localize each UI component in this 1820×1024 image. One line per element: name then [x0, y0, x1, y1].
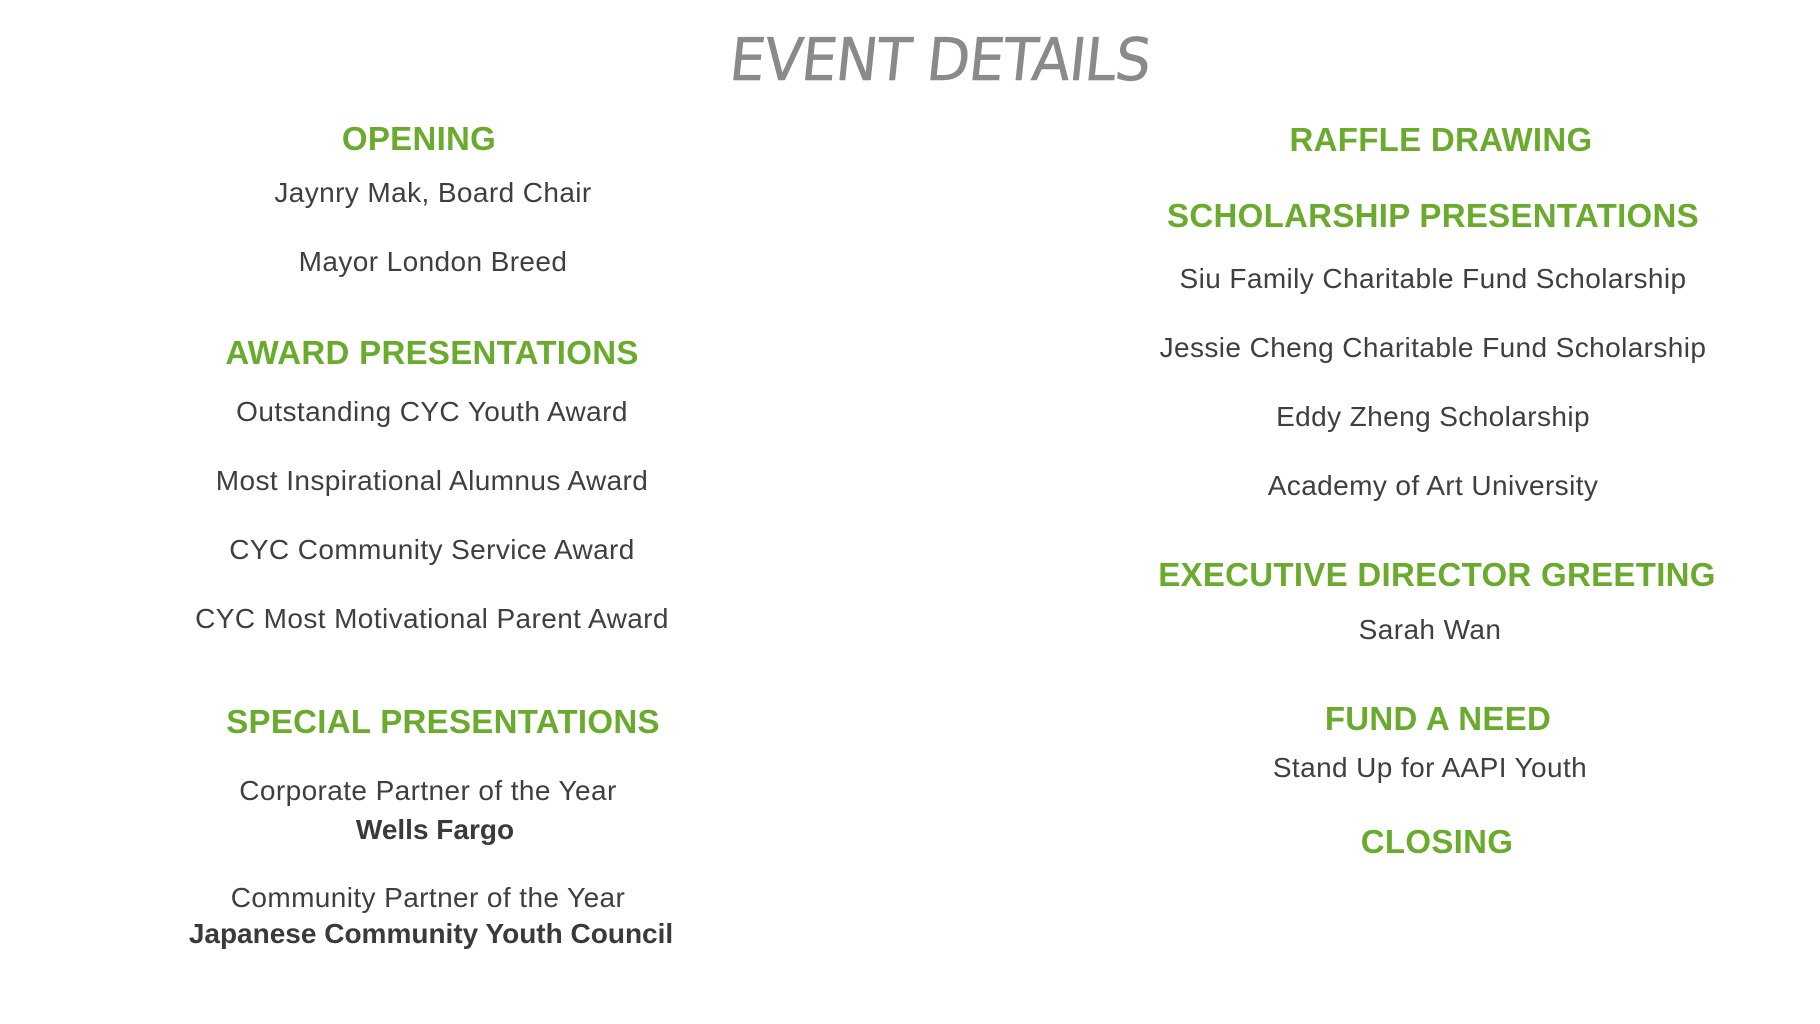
award-item: Most Inspirational Alumnus Award — [215, 465, 649, 496]
scholarship-item: Jessie Cheng Charitable Fund Scholarship — [1159, 332, 1707, 363]
fund-a-need-item: Stand Up for AAPI Youth — [1272, 752, 1588, 783]
award-presentations-heading: AWARD PRESENTATIONS — [225, 334, 639, 371]
opening-item-board-chair: Jaynry Mak, Board Chair — [274, 177, 592, 208]
closing-heading: CLOSING — [1360, 823, 1514, 860]
raffle-drawing-heading: RAFFLE DRAWING — [1289, 121, 1593, 158]
scholarship-item: Siu Family Charitable Fund Scholarship — [1179, 263, 1687, 294]
scholarship-presentations-heading: SCHOLARSHIP PRESENTATIONS — [1167, 197, 1699, 234]
award-item: CYC Most Motivational Parent Award — [195, 603, 669, 634]
fund-a-need-heading: FUND A NEED — [1324, 700, 1552, 737]
executive-director-heading: EXECUTIVE DIRECTOR GREETING — [1158, 556, 1716, 593]
award-item: CYC Community Service Award — [229, 534, 635, 565]
scholarship-item: Academy of Art University — [1267, 470, 1599, 501]
corporate-partner-name: Wells Fargo — [355, 814, 515, 845]
community-partner-name: Japanese Community Youth Council — [188, 918, 674, 949]
corporate-partner-label: Corporate Partner of the Year — [239, 775, 617, 806]
opening-heading: OPENING — [341, 120, 497, 157]
opening-item-mayor: Mayor London Breed — [298, 246, 568, 277]
scholarship-item: Eddy Zheng Scholarship — [1276, 401, 1590, 432]
page-title: EVENT DETAILS — [726, 26, 1154, 95]
special-presentations-heading: SPECIAL PRESENTATIONS — [226, 703, 660, 740]
award-item: Outstanding CYC Youth Award — [236, 396, 628, 427]
community-partner-label: Community Partner of the Year — [230, 882, 626, 913]
executive-director-name: Sarah Wan — [1358, 614, 1502, 645]
